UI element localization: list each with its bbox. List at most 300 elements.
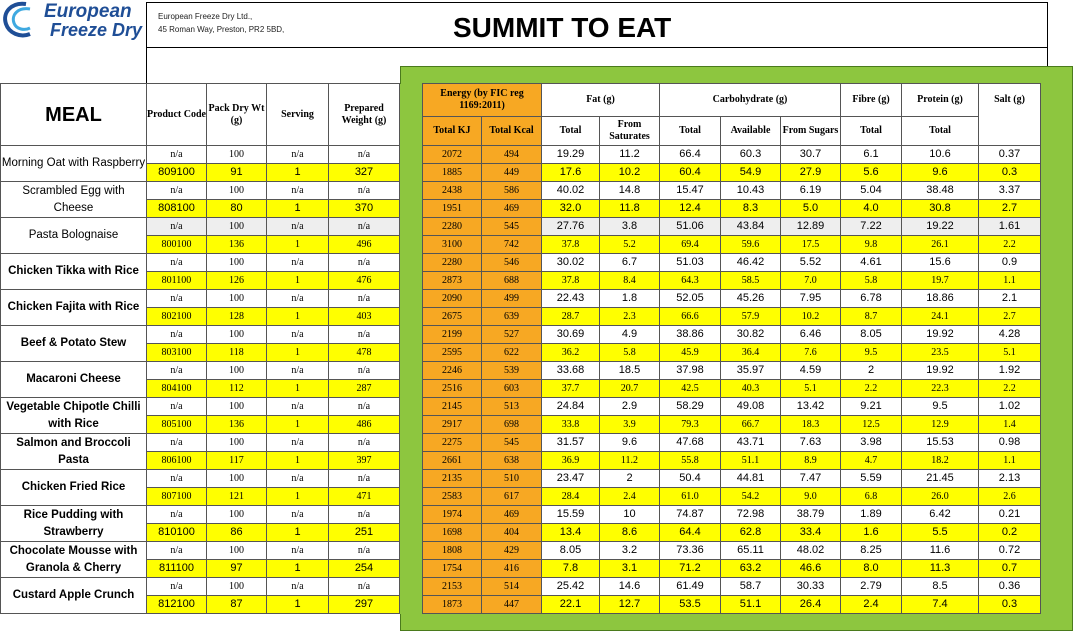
table-cell: 1885 bbox=[423, 164, 482, 182]
table-cell: 24.1 bbox=[902, 308, 979, 326]
table-cell: 6.78 bbox=[841, 290, 902, 308]
table-cell: 100 bbox=[207, 326, 267, 344]
table-cell: n/a bbox=[329, 254, 400, 272]
table-cell: 2.7 bbox=[979, 308, 1041, 326]
table-cell: 38.86 bbox=[660, 326, 721, 344]
table-cell: n/a bbox=[329, 434, 400, 452]
table-row bbox=[1, 542, 1041, 560]
table-cell: 251 bbox=[329, 524, 400, 542]
table-cell: 117 bbox=[207, 452, 267, 470]
table-cell: 403 bbox=[329, 308, 400, 326]
table-cell: n/a bbox=[329, 578, 400, 596]
table-cell: 527 bbox=[482, 326, 542, 344]
pack-dry-wt-header: Pack Dry Wt (g) bbox=[207, 84, 267, 146]
table-cell: n/a bbox=[147, 362, 207, 380]
table-cell: 539 bbox=[482, 362, 542, 380]
table-cell: 91 bbox=[207, 164, 267, 182]
table-cell: 65.11 bbox=[721, 542, 781, 560]
table-cell: 100 bbox=[207, 470, 267, 488]
table-row bbox=[1, 182, 1041, 200]
table-cell: 52.05 bbox=[660, 290, 721, 308]
table-cell: 2.4 bbox=[841, 596, 902, 614]
table-cell: 63.2 bbox=[721, 560, 781, 578]
table-cell: 5.5 bbox=[902, 524, 979, 542]
table-cell: 1951 bbox=[423, 200, 482, 218]
table-cell: 62.8 bbox=[721, 524, 781, 542]
table-cell: n/a bbox=[147, 542, 207, 560]
table-cell: 11.2 bbox=[600, 146, 660, 164]
table-cell: 6.19 bbox=[781, 182, 841, 200]
table-cell: 49.08 bbox=[721, 398, 781, 416]
table-cell: 30.33 bbox=[781, 578, 841, 596]
table-cell: 100 bbox=[207, 218, 267, 236]
table-cell: 1.1 bbox=[979, 272, 1041, 290]
table-cell: n/a bbox=[329, 290, 400, 308]
table-cell: 136 bbox=[207, 236, 267, 254]
table-cell: 0.2 bbox=[979, 524, 1041, 542]
table-cell: 97 bbox=[207, 560, 267, 578]
table-cell: 45.26 bbox=[721, 290, 781, 308]
table-cell: 1.4 bbox=[979, 416, 1041, 434]
table-cell: 8.7 bbox=[841, 308, 902, 326]
table-cell: 37.8 bbox=[542, 272, 600, 290]
table-cell: 26.1 bbox=[902, 236, 979, 254]
meal-name: Chocolate Mousse with Granola & Cherry bbox=[1, 542, 147, 578]
product-code-header: Product Code bbox=[147, 84, 207, 146]
table-cell: 5.1 bbox=[781, 380, 841, 398]
table-cell: 7.63 bbox=[781, 434, 841, 452]
table-cell: 803100 bbox=[147, 344, 207, 362]
table-cell: 2145 bbox=[423, 398, 482, 416]
table-cell: 27.76 bbox=[542, 218, 600, 236]
table-cell: 742 bbox=[482, 236, 542, 254]
table-cell: 10.6 bbox=[902, 146, 979, 164]
carb-available-header: Available bbox=[721, 117, 781, 146]
table-cell: n/a bbox=[267, 398, 329, 416]
table-cell: 1 bbox=[267, 416, 329, 434]
table-cell: 23.5 bbox=[902, 344, 979, 362]
company-address bbox=[158, 10, 284, 36]
table-cell: 4.0 bbox=[841, 200, 902, 218]
table-cell: 27.9 bbox=[781, 164, 841, 182]
table-cell: 5.52 bbox=[781, 254, 841, 272]
table-cell: 18.3 bbox=[781, 416, 841, 434]
table-cell: 74.87 bbox=[660, 506, 721, 524]
meal-name: Pasta Bolognaise bbox=[1, 218, 147, 254]
table-cell: 0.98 bbox=[979, 434, 1041, 452]
table-row bbox=[1, 236, 1041, 254]
table-cell: 0.3 bbox=[979, 164, 1041, 182]
table-cell: n/a bbox=[329, 146, 400, 164]
table-cell: 7.6 bbox=[781, 344, 841, 362]
table-cell: 4.9 bbox=[600, 326, 660, 344]
table-cell: 9.8 bbox=[841, 236, 902, 254]
table-cell: 7.95 bbox=[781, 290, 841, 308]
meal-name: Scrambled Egg with Cheese bbox=[1, 182, 147, 218]
gap-cell bbox=[400, 326, 423, 344]
table-cell: 2.2 bbox=[979, 380, 1041, 398]
gap-cell bbox=[400, 182, 423, 200]
table-cell: n/a bbox=[267, 542, 329, 560]
table-cell: 1.92 bbox=[979, 362, 1041, 380]
table-cell: 100 bbox=[207, 254, 267, 272]
table-cell: 100 bbox=[207, 398, 267, 416]
table-cell: 5.6 bbox=[841, 164, 902, 182]
table-cell: 7.8 bbox=[542, 560, 600, 578]
company-logo bbox=[0, 0, 146, 44]
table-row bbox=[1, 434, 1041, 452]
table-cell: 58.7 bbox=[721, 578, 781, 596]
table-cell: 4.61 bbox=[841, 254, 902, 272]
table-cell: n/a bbox=[267, 326, 329, 344]
table-row bbox=[1, 452, 1041, 470]
table-cell: 11.8 bbox=[600, 200, 660, 218]
table-cell: 22.1 bbox=[542, 596, 600, 614]
gap-cell bbox=[400, 308, 423, 326]
table-cell: 9.5 bbox=[841, 344, 902, 362]
logo-line-1: European bbox=[44, 1, 132, 22]
table-cell: 54.2 bbox=[721, 488, 781, 506]
table-cell: 80 bbox=[207, 200, 267, 218]
table-cell: 2275 bbox=[423, 434, 482, 452]
table-cell: 7.22 bbox=[841, 218, 902, 236]
table-cell: 2873 bbox=[423, 272, 482, 290]
table-cell: n/a bbox=[267, 434, 329, 452]
table-cell: 19.29 bbox=[542, 146, 600, 164]
carb-sugars-header: From Sugars bbox=[781, 117, 841, 146]
table-cell: 12.9 bbox=[902, 416, 979, 434]
meal-name: Beef & Potato Stew bbox=[1, 326, 147, 362]
table-cell: 494 bbox=[482, 146, 542, 164]
table-cell: 54.9 bbox=[721, 164, 781, 182]
table-cell: 447 bbox=[482, 596, 542, 614]
table-cell: 15.6 bbox=[902, 254, 979, 272]
table-cell: 55.8 bbox=[660, 452, 721, 470]
table-cell: n/a bbox=[267, 290, 329, 308]
gap-cell bbox=[400, 146, 423, 164]
table-cell: 71.2 bbox=[660, 560, 721, 578]
table-cell: 476 bbox=[329, 272, 400, 290]
meal-name: Morning Oat with Raspberry bbox=[1, 146, 147, 182]
table-cell: 1698 bbox=[423, 524, 482, 542]
table-cell: 2.2 bbox=[979, 236, 1041, 254]
table-cell: 15.59 bbox=[542, 506, 600, 524]
gap-header bbox=[400, 84, 423, 146]
meal-name: Macaroni Cheese bbox=[1, 362, 147, 398]
table-cell: 17.6 bbox=[542, 164, 600, 182]
table-cell: 9.5 bbox=[902, 398, 979, 416]
table-cell: 8.3 bbox=[721, 200, 781, 218]
nutrition-table-body bbox=[1, 146, 1041, 614]
table-cell: 64.4 bbox=[660, 524, 721, 542]
table-cell: 69.4 bbox=[660, 236, 721, 254]
table-cell: 36.4 bbox=[721, 344, 781, 362]
table-row bbox=[1, 524, 1041, 542]
gap-cell bbox=[400, 506, 423, 524]
table-cell: 1 bbox=[267, 380, 329, 398]
table-cell: 47.68 bbox=[660, 434, 721, 452]
table-cell: 136 bbox=[207, 416, 267, 434]
table-cell: 2153 bbox=[423, 578, 482, 596]
table-cell: 3.9 bbox=[600, 416, 660, 434]
table-cell: n/a bbox=[329, 218, 400, 236]
table-cell: 2595 bbox=[423, 344, 482, 362]
table-cell: 20.7 bbox=[600, 380, 660, 398]
gap-cell bbox=[400, 596, 423, 614]
fat-header: Fat (g) bbox=[542, 84, 660, 117]
table-cell: 471 bbox=[329, 488, 400, 506]
table-cell: 449 bbox=[482, 164, 542, 182]
table-cell: 2661 bbox=[423, 452, 482, 470]
meal-header: MEAL bbox=[1, 84, 147, 146]
table-cell: 33.8 bbox=[542, 416, 600, 434]
table-cell: 638 bbox=[482, 452, 542, 470]
meal-name: Chicken Fried Rice bbox=[1, 470, 147, 506]
table-cell: 33.68 bbox=[542, 362, 600, 380]
table-cell: 297 bbox=[329, 596, 400, 614]
table-cell: 66.7 bbox=[721, 416, 781, 434]
table-cell: 12.7 bbox=[600, 596, 660, 614]
table-cell: 2917 bbox=[423, 416, 482, 434]
table-cell: 37.98 bbox=[660, 362, 721, 380]
table-cell: 38.48 bbox=[902, 182, 979, 200]
table-cell: 9.0 bbox=[781, 488, 841, 506]
table-cell: n/a bbox=[267, 218, 329, 236]
table-cell: 1 bbox=[267, 596, 329, 614]
table-cell: 254 bbox=[329, 560, 400, 578]
table-cell: 37.8 bbox=[542, 236, 600, 254]
table-cell: 1808 bbox=[423, 542, 482, 560]
table-cell: 1 bbox=[267, 488, 329, 506]
table-row bbox=[1, 146, 1041, 164]
table-cell: 7.4 bbox=[902, 596, 979, 614]
table-cell: 2438 bbox=[423, 182, 482, 200]
table-cell: 13.42 bbox=[781, 398, 841, 416]
table-cell: 801100 bbox=[147, 272, 207, 290]
table-cell: 17.5 bbox=[781, 236, 841, 254]
table-cell: 7.0 bbox=[781, 272, 841, 290]
table-cell: 19.7 bbox=[902, 272, 979, 290]
gap-cell bbox=[400, 272, 423, 290]
gap-cell bbox=[400, 560, 423, 578]
table-cell: 514 bbox=[482, 578, 542, 596]
table-cell: 1 bbox=[267, 236, 329, 254]
table-row bbox=[1, 272, 1041, 290]
meal-name: Rice Pudding with Strawberry bbox=[1, 506, 147, 542]
table-cell: 44.81 bbox=[721, 470, 781, 488]
table-cell: 35.97 bbox=[721, 362, 781, 380]
table-cell: 46.6 bbox=[781, 560, 841, 578]
table-cell: n/a bbox=[267, 362, 329, 380]
table-cell: 513 bbox=[482, 398, 542, 416]
table-cell: 51.1 bbox=[721, 596, 781, 614]
table-cell: 112 bbox=[207, 380, 267, 398]
table-cell: 10 bbox=[600, 506, 660, 524]
table-cell: n/a bbox=[147, 254, 207, 272]
gap-cell bbox=[400, 416, 423, 434]
table-cell: 50.4 bbox=[660, 470, 721, 488]
table-cell: 10.43 bbox=[721, 182, 781, 200]
table-cell: 18.2 bbox=[902, 452, 979, 470]
table-cell: 59.6 bbox=[721, 236, 781, 254]
table-cell: 2072 bbox=[423, 146, 482, 164]
table-cell: 2 bbox=[600, 470, 660, 488]
table-cell: 510 bbox=[482, 470, 542, 488]
table-cell: 6.8 bbox=[841, 488, 902, 506]
gap-cell bbox=[400, 542, 423, 560]
table-cell: 416 bbox=[482, 560, 542, 578]
table-cell: 2246 bbox=[423, 362, 482, 380]
table-row bbox=[1, 596, 1041, 614]
table-cell: 2.9 bbox=[600, 398, 660, 416]
table-cell: n/a bbox=[329, 398, 400, 416]
table-cell: 2 bbox=[841, 362, 902, 380]
table-cell: n/a bbox=[147, 182, 207, 200]
table-cell: 5.59 bbox=[841, 470, 902, 488]
logo-text bbox=[44, 2, 142, 40]
table-cell: 469 bbox=[482, 200, 542, 218]
address-line-1: European Freeze Dry Ltd., bbox=[158, 12, 253, 21]
table-cell: 2516 bbox=[423, 380, 482, 398]
gap-cell bbox=[400, 398, 423, 416]
table-cell: 87 bbox=[207, 596, 267, 614]
table-cell: 6.7 bbox=[600, 254, 660, 272]
table-cell: 126 bbox=[207, 272, 267, 290]
gap-cell bbox=[400, 470, 423, 488]
table-cell: 30.02 bbox=[542, 254, 600, 272]
table-cell: 51.03 bbox=[660, 254, 721, 272]
table-cell: 46.42 bbox=[721, 254, 781, 272]
table-cell: 499 bbox=[482, 290, 542, 308]
table-cell: 1 bbox=[267, 524, 329, 542]
table-cell: 545 bbox=[482, 434, 542, 452]
table-cell: 2280 bbox=[423, 218, 482, 236]
table-cell: 11.2 bbox=[600, 452, 660, 470]
table-cell: 804100 bbox=[147, 380, 207, 398]
gap-cell bbox=[400, 380, 423, 398]
table-cell: 3.37 bbox=[979, 182, 1041, 200]
address-line-2: 45 Roman Way, Preston, PR2 5BD, bbox=[158, 25, 285, 34]
table-cell: 58.5 bbox=[721, 272, 781, 290]
table-cell: 1.61 bbox=[979, 218, 1041, 236]
table-cell: 2.6 bbox=[979, 488, 1041, 506]
table-cell: 2.1 bbox=[979, 290, 1041, 308]
fat-total-header: Total bbox=[542, 117, 600, 146]
table-cell: 8.9 bbox=[781, 452, 841, 470]
table-cell: 2.7 bbox=[979, 200, 1041, 218]
table-cell: 622 bbox=[482, 344, 542, 362]
table-row bbox=[1, 398, 1041, 416]
table-cell: 1 bbox=[267, 308, 329, 326]
gap-cell bbox=[400, 290, 423, 308]
table-cell: 2.79 bbox=[841, 578, 902, 596]
table-cell: 812100 bbox=[147, 596, 207, 614]
table-cell: 73.36 bbox=[660, 542, 721, 560]
table-cell: 30.7 bbox=[781, 146, 841, 164]
table-cell: 603 bbox=[482, 380, 542, 398]
logo-swirl-icon bbox=[0, 0, 44, 42]
table-cell: 28.4 bbox=[542, 488, 600, 506]
table-cell: n/a bbox=[147, 146, 207, 164]
page-title: SUMMIT TO EAT bbox=[453, 12, 672, 43]
table-cell: 38.79 bbox=[781, 506, 841, 524]
table-cell: n/a bbox=[267, 506, 329, 524]
table-cell: 2.2 bbox=[841, 380, 902, 398]
fibre-header: Fibre (g) bbox=[841, 84, 902, 117]
table-cell: 36.9 bbox=[542, 452, 600, 470]
table-row bbox=[1, 488, 1041, 506]
table-cell: 545 bbox=[482, 218, 542, 236]
table-cell: 60.3 bbox=[721, 146, 781, 164]
table-cell: 0.72 bbox=[979, 542, 1041, 560]
table-cell: 14.8 bbox=[600, 182, 660, 200]
table-cell: 42.5 bbox=[660, 380, 721, 398]
table-cell: 8.4 bbox=[600, 272, 660, 290]
table-cell: 5.8 bbox=[841, 272, 902, 290]
table-cell: 2.13 bbox=[979, 470, 1041, 488]
gap-cell bbox=[400, 524, 423, 542]
table-cell: 397 bbox=[329, 452, 400, 470]
gap-cell bbox=[400, 452, 423, 470]
table-cell: 57.9 bbox=[721, 308, 781, 326]
meal-name: Chicken Fajita with Rice bbox=[1, 290, 147, 326]
prepared-weight-header: Prepared Weight (g) bbox=[329, 84, 400, 146]
table-cell: 6.42 bbox=[902, 506, 979, 524]
table-cell: 2199 bbox=[423, 326, 482, 344]
table-cell: 51.06 bbox=[660, 218, 721, 236]
nutrition-table bbox=[0, 83, 1041, 614]
table-cell: 12.5 bbox=[841, 416, 902, 434]
table-cell: 86 bbox=[207, 524, 267, 542]
table-cell: 4.7 bbox=[841, 452, 902, 470]
gap-cell bbox=[400, 488, 423, 506]
table-cell: 43.71 bbox=[721, 434, 781, 452]
meal-name: Custard Apple Crunch bbox=[1, 578, 147, 614]
table-cell: 3.98 bbox=[841, 434, 902, 452]
table-cell: n/a bbox=[329, 362, 400, 380]
table-cell: 100 bbox=[207, 434, 267, 452]
table-row bbox=[1, 218, 1041, 236]
table-cell: 811100 bbox=[147, 560, 207, 578]
table-cell: 1974 bbox=[423, 506, 482, 524]
table-cell: n/a bbox=[147, 506, 207, 524]
table-cell: n/a bbox=[267, 146, 329, 164]
table-cell: 28.7 bbox=[542, 308, 600, 326]
table-row bbox=[1, 308, 1041, 326]
table-row bbox=[1, 290, 1041, 308]
table-cell: 11.6 bbox=[902, 542, 979, 560]
table-row bbox=[1, 164, 1041, 182]
table-cell: n/a bbox=[267, 470, 329, 488]
table-cell: n/a bbox=[267, 254, 329, 272]
table-cell: 1 bbox=[267, 560, 329, 578]
table-cell: 800100 bbox=[147, 236, 207, 254]
table-cell: 5.8 bbox=[600, 344, 660, 362]
gap-cell bbox=[400, 578, 423, 596]
table-cell: 688 bbox=[482, 272, 542, 290]
gap-cell bbox=[400, 164, 423, 182]
table-row bbox=[1, 506, 1041, 524]
table-cell: 4.59 bbox=[781, 362, 841, 380]
table-cell: 9.6 bbox=[600, 434, 660, 452]
table-cell: 24.84 bbox=[542, 398, 600, 416]
table-cell: 100 bbox=[207, 578, 267, 596]
salt-header: Salt (g) bbox=[979, 84, 1041, 146]
table-cell: 327 bbox=[329, 164, 400, 182]
table-cell: 100 bbox=[207, 506, 267, 524]
table-cell: 19.92 bbox=[902, 326, 979, 344]
table-cell: n/a bbox=[147, 290, 207, 308]
